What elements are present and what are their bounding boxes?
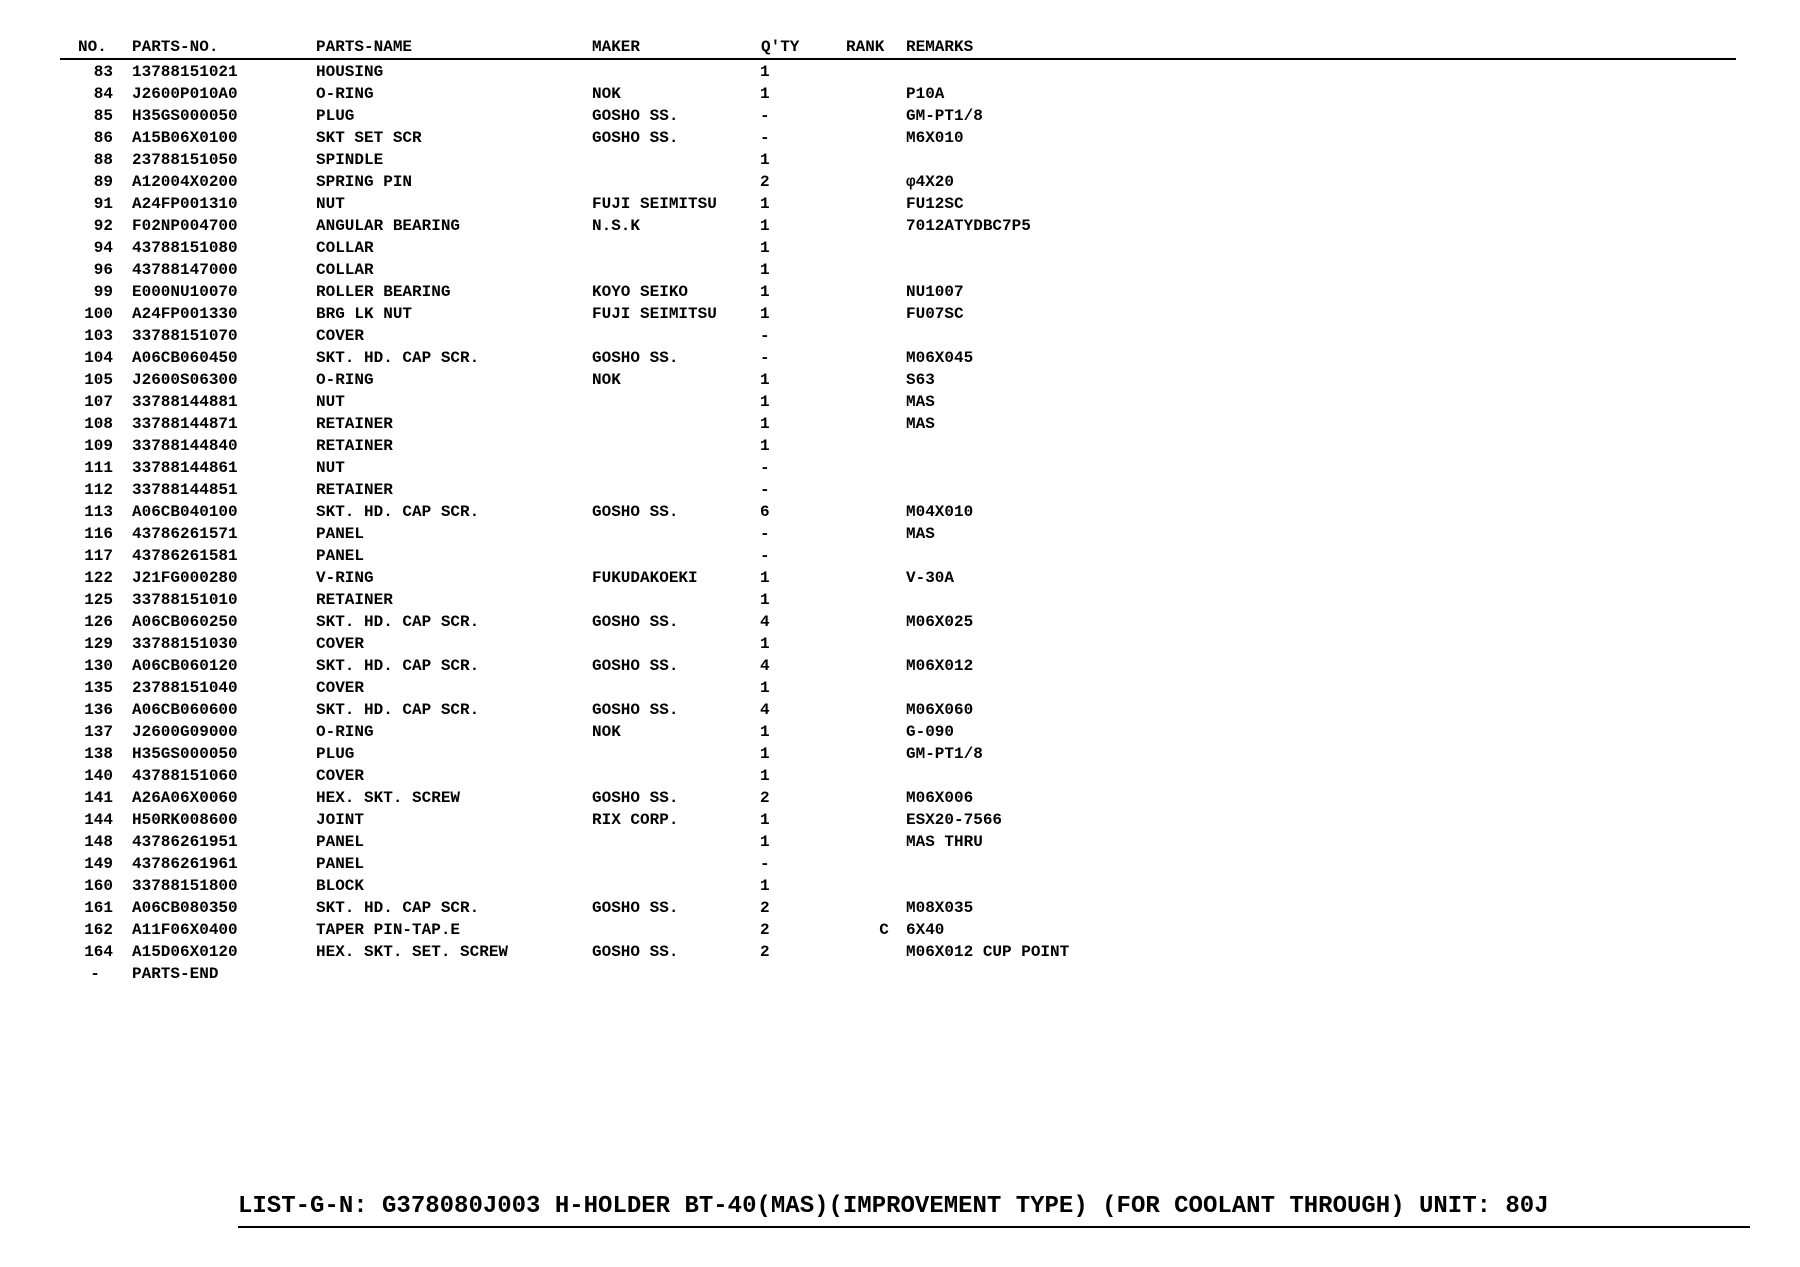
cell-parts-name: O-RING	[316, 85, 374, 103]
cell-no: 140	[84, 767, 113, 785]
table-row	[60, 193, 1736, 215]
cell-parts-name: NUT	[316, 393, 345, 411]
cell-no: 137	[84, 723, 113, 741]
cell-no: 135	[84, 679, 113, 697]
cell-parts-no: A15B06X0100	[132, 129, 238, 147]
cell-parts-no: J2600S06300	[132, 371, 238, 389]
cell-qty: 1	[760, 679, 770, 697]
header-rank: RANK	[846, 38, 885, 56]
cell-parts-name: PANEL	[316, 547, 365, 565]
cell-parts-no: 23788151050	[132, 151, 238, 169]
table-row	[60, 325, 1736, 347]
cell-maker: GOSHO SS.	[592, 899, 679, 917]
table-row	[60, 259, 1736, 281]
cell-remarks: M08X035	[906, 899, 974, 917]
cell-qty: 1	[760, 371, 770, 389]
cell-qty: 1	[760, 217, 770, 235]
cell-remarks: G-090	[906, 723, 955, 741]
cell-parts-name: SKT. HD. CAP SCR.	[316, 503, 480, 521]
cell-parts-name: COVER	[316, 635, 365, 653]
cell-maker: KOYO SEIKO	[592, 283, 689, 301]
cell-parts-no: A11F06X0400	[132, 921, 238, 939]
cell-remarks: M06X012	[906, 657, 974, 675]
cell-no: 99	[93, 283, 113, 301]
table-row	[60, 347, 1736, 369]
cell-qty: -	[760, 855, 770, 873]
cell-parts-name: JOINT	[316, 811, 365, 829]
table-row	[60, 479, 1736, 501]
table-row	[60, 633, 1736, 655]
cell-no: 162	[84, 921, 113, 939]
cell-remarks: MAS	[906, 525, 935, 543]
table-row	[60, 919, 1736, 941]
cell-no: 84	[93, 85, 113, 103]
list-title-footer: LIST-G-N: G378080J003 H-HOLDER BT-40(MAS)(IMPROVEMENT TYPE) (FOR COOLANT THROUGH) UNIT: 80J	[238, 1190, 1750, 1228]
cell-parts-no: 33788151070	[132, 327, 238, 345]
cell-parts-name: RETAINER	[316, 415, 393, 433]
cell-parts-name: ANGULAR BEARING	[316, 217, 461, 235]
cell-no: 164	[84, 943, 113, 961]
cell-parts-no: 33788144851	[132, 481, 238, 499]
cell-qty: -	[760, 349, 770, 367]
cell-parts-name: NUT	[316, 195, 345, 213]
cell-no: 105	[84, 371, 113, 389]
cell-qty: 2	[760, 921, 770, 939]
cell-parts-no: 33788151010	[132, 591, 238, 609]
table-row	[60, 457, 1736, 479]
cell-no: 109	[84, 437, 113, 455]
cell-parts-name: COLLAR	[316, 239, 374, 257]
cell-qty: -	[760, 327, 770, 345]
cell-parts-name: PLUG	[316, 107, 355, 125]
cell-remarks: M04X010	[906, 503, 974, 521]
cell-parts-name: SKT SET SCR	[316, 129, 422, 147]
cell-remarks: ESX20-7566	[906, 811, 1003, 829]
cell-parts-name: PANEL	[316, 525, 365, 543]
cell-qty: 4	[760, 613, 770, 631]
cell-remarks: FU12SC	[906, 195, 964, 213]
cell-rank: C	[879, 921, 889, 939]
cell-no: 104	[84, 349, 113, 367]
table-row	[60, 765, 1736, 787]
cell-qty: 4	[760, 701, 770, 719]
cell-qty: 2	[760, 789, 770, 807]
cell-parts-name: SKT. HD. CAP SCR.	[316, 899, 480, 917]
table-row	[60, 699, 1736, 721]
cell-parts-no: 43786261581	[132, 547, 238, 565]
cell-maker: GOSHO SS.	[592, 789, 679, 807]
cell-parts-no: A06CB040100	[132, 503, 238, 521]
cell-maker: RIX CORP.	[592, 811, 679, 829]
cell-parts-name: BRG LK NUT	[316, 305, 413, 323]
cell-maker: FUKUDAKOEKI	[592, 569, 698, 587]
cell-parts-name: COVER	[316, 679, 365, 697]
cell-parts-name: HOUSING	[316, 63, 384, 81]
cell-qty: 1	[760, 261, 770, 279]
cell-no: 91	[93, 195, 113, 213]
cell-qty: -	[760, 481, 770, 499]
cell-no: 100	[84, 305, 113, 323]
cell-parts-name: PANEL	[316, 833, 365, 851]
header-no: NO.	[78, 38, 107, 56]
cell-parts-name: PLUG	[316, 745, 355, 763]
table-body	[60, 61, 1736, 963]
cell-parts-no: A24FP001330	[132, 305, 238, 323]
cell-qty: 1	[760, 63, 770, 81]
cell-parts-no: J21FG000280	[132, 569, 238, 587]
cell-parts-name: SPINDLE	[316, 151, 384, 169]
table-row	[60, 875, 1736, 897]
cell-no: 117	[84, 547, 113, 565]
cell-remarks: MAS	[906, 415, 935, 433]
cell-maker: N.S.K	[592, 217, 641, 235]
cell-no: 138	[84, 745, 113, 763]
cell-parts-name: ROLLER BEARING	[316, 283, 451, 301]
cell-qty: 1	[760, 305, 770, 323]
header-parts-no: PARTS-NO.	[132, 38, 219, 56]
cell-qty: 2	[760, 899, 770, 917]
cell-no: 85	[93, 107, 113, 125]
cell-parts-name: SKT. HD. CAP SCR.	[316, 701, 480, 719]
table-row	[60, 655, 1736, 677]
cell-parts-no: A26A06X0060	[132, 789, 238, 807]
cell-maker: NOK	[592, 85, 621, 103]
cell-qty: 1	[760, 723, 770, 741]
cell-no: 122	[84, 569, 113, 587]
cell-qty: 1	[760, 283, 770, 301]
cell-remarks: M06X060	[906, 701, 974, 719]
cell-parts-name: SKT. HD. CAP SCR.	[316, 349, 480, 367]
table-row	[60, 941, 1736, 963]
cell-maker: NOK	[592, 371, 621, 389]
cell-parts-name: COVER	[316, 327, 365, 345]
table-row	[60, 545, 1736, 567]
cell-qty: -	[760, 129, 770, 147]
cell-no: 126	[84, 613, 113, 631]
cell-remarks: V-30A	[906, 569, 955, 587]
cell-parts-no: 43786261571	[132, 525, 238, 543]
header-parts-name: PARTS-NAME	[316, 38, 413, 56]
cell-parts-no: 33788144881	[132, 393, 238, 411]
cell-parts-name: O-RING	[316, 723, 374, 741]
cell-parts-no: A24FP001310	[132, 195, 238, 213]
table-row	[60, 523, 1736, 545]
cell-qty: 6	[760, 503, 770, 521]
cell-parts-name: TAPER PIN-TAP.E	[316, 921, 461, 939]
cell-parts-no: 33788144840	[132, 437, 238, 455]
table-row	[60, 809, 1736, 831]
cell-parts-no: A12004X0200	[132, 173, 238, 191]
table-row	[60, 501, 1736, 523]
cell-parts-no: H50RK008600	[132, 811, 238, 829]
cell-parts-no: H35GS000050	[132, 745, 238, 763]
cell-parts-no: 43786261951	[132, 833, 238, 851]
table-row	[60, 237, 1736, 259]
cell-no: 160	[84, 877, 113, 895]
cell-qty: 1	[760, 811, 770, 829]
cell-qty: 1	[760, 415, 770, 433]
cell-maker: FUJI SEIMITSU	[592, 305, 717, 323]
cell-remarks: GM-PT1/8	[906, 745, 983, 763]
header-qty: Q'TY	[761, 38, 800, 56]
table-row	[60, 281, 1736, 303]
table-row	[60, 897, 1736, 919]
cell-remarks: M06X045	[906, 349, 974, 367]
table-row	[60, 743, 1736, 765]
cell-remarks: P10A	[906, 85, 945, 103]
cell-no: 113	[84, 503, 113, 521]
cell-parts-name: HEX. SKT. SET. SCREW	[316, 943, 509, 961]
cell-qty: 1	[760, 569, 770, 587]
table-row	[60, 171, 1736, 193]
cell-parts-no: J2600G09000	[132, 723, 238, 741]
cell-no: 141	[84, 789, 113, 807]
cell-qty: 1	[760, 85, 770, 103]
table-row	[60, 435, 1736, 457]
cell-maker: GOSHO SS.	[592, 657, 679, 675]
table-row	[60, 391, 1736, 413]
table-row	[60, 303, 1736, 325]
cell-no: 129	[84, 635, 113, 653]
cell-parts-name: COLLAR	[316, 261, 374, 279]
cell-maker: GOSHO SS.	[592, 349, 679, 367]
table-row	[60, 831, 1736, 853]
cell-no: 86	[93, 129, 113, 147]
cell-parts-no: F02NP004700	[132, 217, 238, 235]
cell-maker: FUJI SEIMITSU	[592, 195, 717, 213]
cell-parts-no: E000NU10070	[132, 283, 238, 301]
cell-parts-no: 43786261961	[132, 855, 238, 873]
cell-parts-name: V-RING	[316, 569, 374, 587]
cell-parts-name: RETAINER	[316, 481, 393, 499]
table-row	[60, 369, 1736, 391]
cell-parts-no: 43788151080	[132, 239, 238, 257]
cell-qty: 1	[760, 635, 770, 653]
table-row	[60, 413, 1736, 435]
cell-qty: -	[760, 459, 770, 477]
cell-qty: -	[760, 107, 770, 125]
cell-qty: 1	[760, 745, 770, 763]
cell-no: 88	[93, 151, 113, 169]
cell-parts-no: 13788151021	[132, 63, 238, 81]
cell-no: 149	[84, 855, 113, 873]
cell-remarks: M06X025	[906, 613, 974, 631]
cell-no: 94	[93, 239, 113, 257]
cell-remarks: S63	[906, 371, 935, 389]
cell-no: 144	[84, 811, 113, 829]
table-row	[60, 83, 1736, 105]
cell-parts-no: 33788151030	[132, 635, 238, 653]
cell-no: 83	[93, 63, 113, 81]
cell-parts-name: COVER	[316, 767, 365, 785]
table-row	[60, 611, 1736, 633]
cell-no: 96	[93, 261, 113, 279]
cell-parts-no: 43788151060	[132, 767, 238, 785]
cell-qty: 2	[760, 173, 770, 191]
cell-parts-no: A15D06X0120	[132, 943, 238, 961]
cell-parts-name: SPRING PIN	[316, 173, 413, 191]
cell-parts-name: RETAINER	[316, 591, 393, 609]
cell-qty: 1	[760, 195, 770, 213]
cell-parts-no: 33788144861	[132, 459, 238, 477]
table-row	[60, 721, 1736, 743]
cell-remarks: 6X40	[906, 921, 945, 939]
cell-no: 112	[84, 481, 113, 499]
header-maker: MAKER	[592, 38, 641, 56]
cell-parts-no: H35GS000050	[132, 107, 238, 125]
cell-qty: 1	[760, 877, 770, 895]
cell-parts-no: A06CB060600	[132, 701, 238, 719]
table-row	[60, 127, 1736, 149]
cell-qty: -	[760, 547, 770, 565]
cell-parts-no: 43788147000	[132, 261, 238, 279]
cell-remarks: M06X012 CUP POINT	[906, 943, 1070, 961]
cell-qty: 1	[760, 437, 770, 455]
end-label: PARTS-END	[132, 965, 219, 983]
cell-parts-name: NUT	[316, 459, 345, 477]
cell-remarks: MAS	[906, 393, 935, 411]
cell-parts-name: PANEL	[316, 855, 365, 873]
cell-parts-no: 23788151040	[132, 679, 238, 697]
cell-remarks: φ4X20	[906, 173, 955, 191]
cell-qty: 1	[760, 833, 770, 851]
cell-parts-name: SKT. HD. CAP SCR.	[316, 613, 480, 631]
cell-parts-name: RETAINER	[316, 437, 393, 455]
cell-no: 89	[93, 173, 113, 191]
cell-parts-no: 33788144871	[132, 415, 238, 433]
cell-qty: 1	[760, 393, 770, 411]
cell-parts-no: 33788151800	[132, 877, 238, 895]
cell-maker: GOSHO SS.	[592, 503, 679, 521]
table-row	[60, 567, 1736, 589]
cell-parts-name: HEX. SKT. SCREW	[316, 789, 461, 807]
cell-no: 116	[84, 525, 113, 543]
cell-parts-no: A06CB060120	[132, 657, 238, 675]
cell-parts-no: A06CB060450	[132, 349, 238, 367]
cell-remarks: MAS THRU	[906, 833, 983, 851]
table-row	[60, 589, 1736, 611]
cell-parts-no: J2600P010A0	[132, 85, 238, 103]
cell-remarks: FU07SC	[906, 305, 964, 323]
table-row	[60, 853, 1736, 875]
cell-no: 107	[84, 393, 113, 411]
cell-qty: 1	[760, 767, 770, 785]
table-row	[60, 61, 1736, 83]
cell-qty: 2	[760, 943, 770, 961]
cell-no: 130	[84, 657, 113, 675]
cell-no: 108	[84, 415, 113, 433]
cell-remarks: M6X010	[906, 129, 964, 147]
cell-remarks: M06X006	[906, 789, 974, 807]
cell-qty: 1	[760, 151, 770, 169]
cell-no: 111	[84, 459, 113, 477]
cell-remarks: GM-PT1/8	[906, 107, 983, 125]
cell-maker: GOSHO SS.	[592, 129, 679, 147]
cell-parts-no: A06CB080350	[132, 899, 238, 917]
cell-no: 136	[84, 701, 113, 719]
table-row	[60, 105, 1736, 127]
cell-parts-name: O-RING	[316, 371, 374, 389]
cell-no: 103	[84, 327, 113, 345]
cell-maker: GOSHO SS.	[592, 613, 679, 631]
table-row	[60, 677, 1736, 699]
end-no: -	[90, 965, 100, 983]
table-row	[60, 149, 1736, 171]
cell-qty: 4	[760, 657, 770, 675]
cell-maker: GOSHO SS.	[592, 107, 679, 125]
header-remarks: REMARKS	[906, 38, 974, 56]
cell-no: 148	[84, 833, 113, 851]
cell-parts-name: SKT. HD. CAP SCR.	[316, 657, 480, 675]
table-row	[60, 215, 1736, 237]
parts-end-row	[60, 963, 1736, 985]
cell-qty: 1	[760, 591, 770, 609]
table-header	[60, 36, 1736, 60]
cell-remarks: NU1007	[906, 283, 964, 301]
cell-parts-no: A06CB060250	[132, 613, 238, 631]
cell-no: 92	[93, 217, 113, 235]
parts-list-table	[60, 36, 1736, 985]
table-row	[60, 787, 1736, 809]
cell-maker: GOSHO SS.	[592, 701, 679, 719]
cell-qty: 1	[760, 239, 770, 257]
cell-no: 161	[84, 899, 113, 917]
cell-remarks: 7012ATYDBC7P5	[906, 217, 1031, 235]
cell-parts-name: BLOCK	[316, 877, 365, 895]
cell-maker: GOSHO SS.	[592, 943, 679, 961]
cell-maker: NOK	[592, 723, 621, 741]
cell-qty: -	[760, 525, 770, 543]
cell-no: 125	[84, 591, 113, 609]
